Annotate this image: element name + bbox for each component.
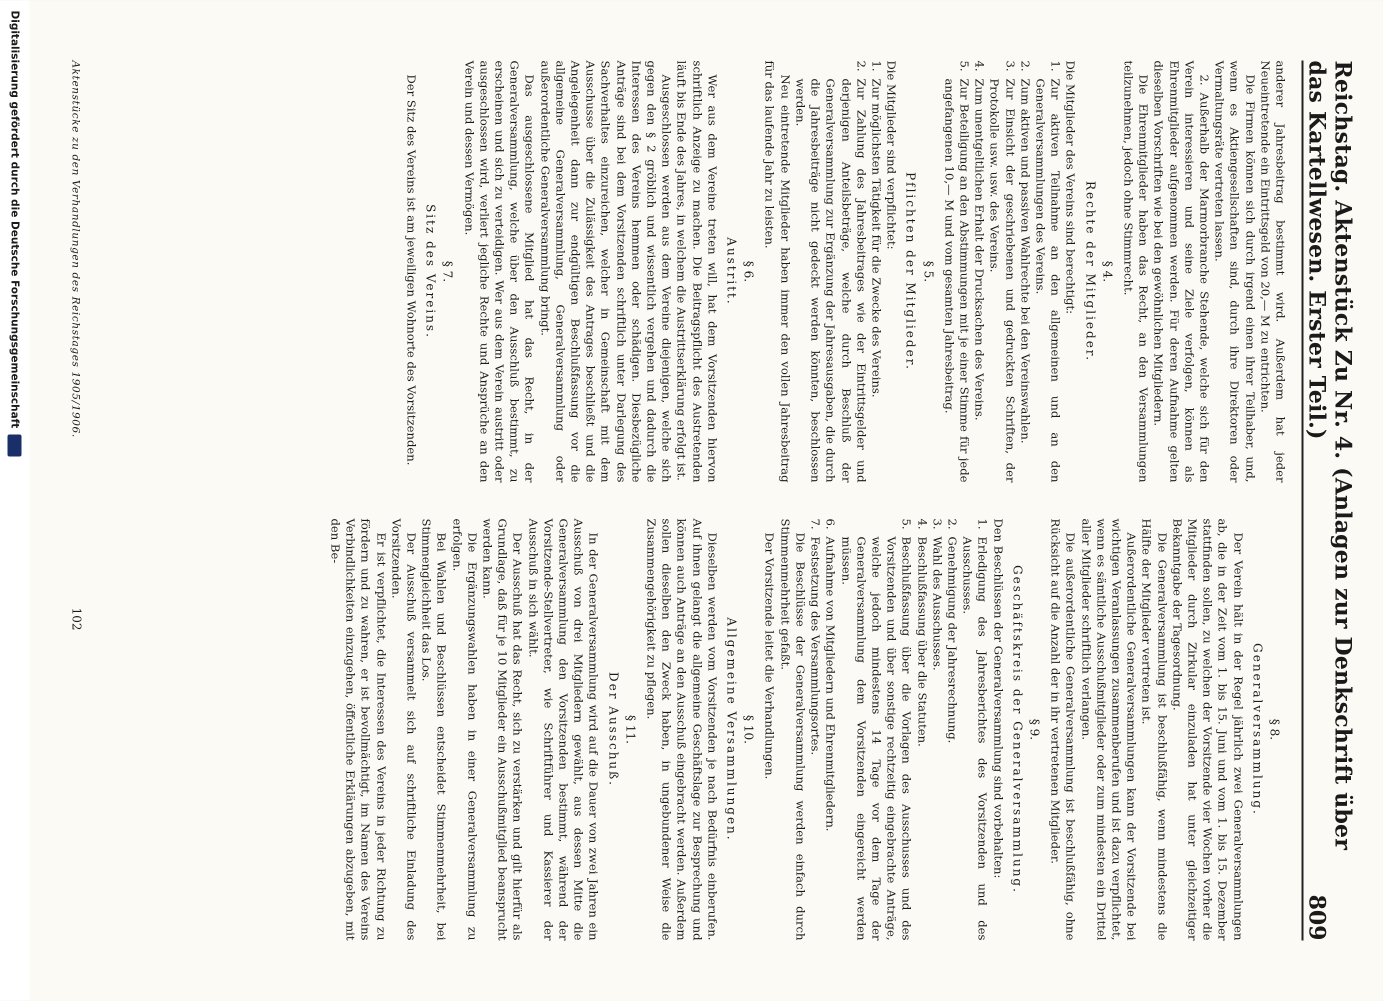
section-heading: Rechte der Mitglieder.	[1083, 180, 1098, 363]
section-number: § 11.	[623, 715, 638, 744]
item-text: Zum aktiven und passiven Wahlrechte bei den Vereinswahlen.	[1018, 78, 1033, 444]
item-text: Zur Zahlung des Jahresbeitrages wie der Eintrittsgelder und derjenigen Anteilsbeträge, welche durch Beschluß der Generalversammlung zur Ergänzung der Jahresausgaben, die durch die Jahresbeiträge nicht gedeckt werden könnten, beschlossen werden.	[793, 78, 869, 483]
paragraph: Die Mitglieder sind verpflichtet:	[884, 60, 899, 250]
paragraph: In der Generalversammlung wird auf die Dauer von zwei Jahren ein Ausschuß von drei Mitgliedern gewählt, aus dessen Mitte die Generalversammlung den Vorsitzenden bestimmt, während der Vorsitzende-Stellvertreter, wie Schriftführer und Kassierer der Ausschuß in sich wählt.	[526, 518, 601, 941]
section-number: § 8.	[1267, 718, 1282, 741]
list-item	[987, 61, 1017, 483]
section-number: § 4.	[1100, 260, 1115, 283]
list-item	[944, 519, 959, 941]
list-item	[959, 519, 989, 941]
left-column	[100, 61, 1288, 483]
paragraph: Der Sitz des Vereins ist am jeweiligen Wohnorte des Vorsitzenden.	[404, 74, 419, 466]
item-text: Beschlußfassung über die Statuten.	[915, 536, 930, 747]
paragraph: Bei Wahlen und Beschlüssen entscheidet Stimmenmehrheit, bei Stimmengleichheit das Los.	[419, 518, 449, 941]
footer-folio: 102	[69, 607, 84, 631]
item-text: Zur möglichsten Tätigkeit für die Zwecke des Vereins.	[869, 78, 884, 398]
section-heading: Der Ausschuß.	[606, 672, 621, 787]
paragraph: Der Ausschuß hat das Recht, sich zu verstärken und gilt hierfür als Grundlage, daß für je 10 Mitglieder ein Ausschußmitglied beansprucht werden kann.	[480, 518, 525, 941]
running-title: Reichstag. Aktenstück Zu Nr. 4. (Anlagen zur Denkschrift über das Kartellwesen. Erster Teil.)	[1303, 60, 1356, 851]
item-number: 2.	[1018, 60, 1033, 72]
paragraph: Die Beschlüsse der Generalversammlung werden einfach durch Stimmenmehrheit gefaßt.	[778, 518, 808, 941]
paragraph: Die Firmen können sich durch irgend einen ihrer Teilhaber, und, wenn es Aktiengesellschaften sind, durch ihre Direktoren oder Vermaltungsräte vertreten lassen.	[1212, 60, 1258, 483]
page-header	[1302, 60, 1356, 941]
item-number: 7.	[808, 518, 823, 530]
section-number: § 6.	[741, 260, 756, 283]
section-number: § 5.	[921, 260, 936, 283]
paragraph: Dieselben werden vom Vorsitzenden je nach Bedürfnis einberufen. Auf ihnen gelangt die allgemeine Geschäftslage zur Besprechung und können auch Anträge an den Ausschuß eingebracht werden. Außerdem sollen dieselben den Zweck haben, in ungebundener Weise die Zusammengehörigkeit zu pflegen.	[644, 518, 720, 941]
section-heading: Allgemeine Versammlungen.	[724, 617, 739, 842]
footer-source: Aktenstücke zu den Verhandlungen des Reichstages 1905/1906.	[69, 60, 82, 438]
paragraph: Die Mitglieder des Vereins sind berechtigt:	[1063, 60, 1078, 315]
item-text: Beschlußfassung über die Vorlagen des Ausschusses und des Vorsitzenden und über sonstige rechtzeitig eingebrachte Anträge, welche jedoch mindestens 14 Tage vor dem Tage der Generalversammlung dem Vorsitzenden eingereicht werden müssen.	[839, 536, 914, 941]
paragraph: Die außerordentliche Generalversammlung ist beschlußfähig, ohne Rücksicht auf die Anzahl der in ihr vertretenen Mitglieder.	[1048, 518, 1078, 941]
list-item	[838, 519, 914, 941]
item-text: Zur Einsicht der geschriebenen und gedruckten Schriften, der Protokolle usw. usw. des Vereins.	[987, 78, 1018, 483]
section-number: § 9.	[1027, 718, 1042, 741]
paragraph: Der Vorsitzende leitet die Verhandlungen.	[763, 532, 777, 780]
paragraph: Die Generalversammlung ist beschlußfähig, wenn mindestens die Hälfte der Mitglieder vertreten ist.	[1139, 518, 1170, 941]
paragraph: Ausgeschlossen werden aus dem Vereine diejenigen, welche sich gegen den § 2 gröblich und wissentlich vergehen und dadurch die Interessen des Vereins hemmen oder schädigen. Diesbezügliche Anträge sind bei dem Vorsitzenden schriftlich unter Darlegung des Sachverhaltes einzureichen, welcher in Gemeinschaft mit dem Ausschusse über die Zulässigkeit des Antrages beschließt und die Angelegenheit dann zur endgültigen Beschlußfassung vor die allgemeine Generalversammlung, Generalversammlung oder außerordentliche Generalversammlung bringt.	[538, 60, 674, 483]
paragraph: Er ist verpflichtet, die Interessen des Vereins in jeder Richtung zu fördern und zu wahren, er ist bevollmächtigt, im Namen des Vereins Verbindlichkeiten einzugehen, öffentliche Erklärungen abzugeben, mit den Be-	[328, 518, 389, 941]
dfg-logo-icon	[8, 434, 22, 456]
list-item	[1032, 61, 1062, 483]
text-columns	[100, 61, 1288, 941]
section-number: § 10.	[741, 715, 756, 744]
list-item	[1017, 61, 1032, 483]
digitization-note: Digitalisierung gefördert durch die Deutsche Forschungsgemeinschaft	[8, 10, 21, 429]
section-heading: Austritt.	[724, 237, 739, 306]
item-text: Wahl des Ausschusses.	[930, 536, 945, 671]
paragraph: Außerordentliche Generalversammlungen kann der Vorsitzende bei wichtigen Veranlassungen zusammenberufen und ist dazu verpflichtet, wenn es sämtliche Ausschußmitglieder oder zum mindesten ein Drittel aller Mitglieder schriftlich verlangen.	[1079, 518, 1139, 941]
list-item	[914, 519, 929, 941]
list-item	[929, 519, 944, 941]
item-number: 3.	[1003, 60, 1018, 72]
paragraph: Die Ergänzungswahlen haben in einer Generalversammlung zu erfolgen.	[450, 518, 480, 941]
section-heading: Pflichten der Mitglieder.	[903, 172, 918, 371]
paragraph: Die Ehrenmitglieder haben das Recht, an den Versammlungen teilzunehmen, jedoch ohne Stimmrecht.	[1121, 60, 1151, 483]
section-heading: Geschäftskreis der Generalversammlung.	[1010, 565, 1025, 894]
list-item	[941, 61, 971, 483]
item-number: 5.	[899, 518, 914, 530]
item-number: 4.	[972, 60, 987, 72]
list-item	[792, 61, 868, 483]
item-text: Zur aktiven Teilnahme an den allgemeinen und an den Generalversammlungen des Vereins.	[1033, 78, 1063, 483]
section-heading: Sitz des Vereins.	[423, 204, 438, 339]
item-text: Zum unentgeltlichen Erhalt der Drucksachen des Vereins.	[972, 78, 987, 421]
paragraph: Der Ausschuß versammelt sich auf schriftliche Einladung des Vorsitzenden.	[389, 518, 419, 941]
list-item	[868, 61, 883, 483]
right-column	[100, 519, 1288, 941]
paragraph: Wer aus dem Vereine treten will, hat dem Vorsitzenden hiervon schriftlich Anzeige zu machen. Die Beitragspflicht des Austretenden läuft bis Ende des Jahres, in welchem die Austrittserklärung erfolgt ist.	[674, 60, 720, 483]
item-text: Festsetzung des Versammlungsortes.	[808, 536, 823, 756]
paragraph: Den Beschlüssen der Generalversammlung sind vorbehalten:	[991, 518, 1006, 879]
item-number: 2.	[945, 518, 960, 530]
paragraph: anderer Jahresbeitrag bestimmt wird. Außerdem hat jeder Neueintretende ein Eintrittsgeld von 20,— M zu entrichten.	[1258, 60, 1288, 483]
list-item	[971, 61, 986, 483]
item-number: 4.	[915, 518, 930, 530]
list-item	[807, 519, 822, 941]
digitization-banner	[0, 1, 30, 1001]
paragraph: Neu eintretende Mitglieder haben immer den vollen Jahresbeitrag für das laufende Jahr zu leisten.	[763, 60, 793, 483]
paragraph: Der Verein hält in der Regel jährlich zwei Generalversammlungen ab, die in der Zeit vom 1. bis 15. Juni und vom 1. bis 15. Dezember stattfinden sollen, zu welchen der Vorsitzende vier Wochen vorher die Mitglieder durch Zirkular einzuladen hat unter gleichzeitiger Bekanntgabe der Tagesordnung.	[1170, 518, 1246, 941]
list-item	[823, 519, 838, 941]
item-number: 1.	[1048, 60, 1063, 72]
item-text: Aufnahme von Mitgliedern und Ehrenmitgliedern.	[823, 536, 838, 832]
item-number: 1.	[869, 60, 884, 72]
section-heading: Generalversammlung.	[1250, 643, 1265, 816]
item-number: 5.	[957, 60, 972, 72]
section-number: § 7.	[440, 260, 455, 283]
paragraph: Das ausgeschlossene Mitglied hat das Recht, in der Generalversammlung, welche über den Ausschluß bestimmt, zu erscheinen und sich zu verteidigen. Wer aus dem Verein austritt oder ausgeschlossen wird, verliert jegliche Rechte und Ansprüche an den Verein und dessen Vermögen.	[462, 60, 537, 483]
page-number: 809	[1303, 894, 1330, 941]
paragraph: 2. Außerhalb der Marmorbranche Stehende, welche sich für den Verein interessieren und seine Ziele verfolgen, können als Ehrenmitglieder aufgenommen werden. Für deren Aufnahme gelten dieselben Vorschriften wie bei den gewöhnlichen Mitgliedern.	[1151, 60, 1212, 483]
item-number: 3.	[930, 518, 945, 530]
item-number: 2.	[854, 60, 869, 72]
document-page	[0, 1, 1383, 1001]
item-number: 6.	[823, 518, 838, 530]
item-text: Zur Beteiligung an den Abstimmungen mit je einer Stimme für jede angefangenen 10,— M und vom gesamten Jahresbeitrag.	[942, 78, 972, 483]
item-number: 1.	[975, 518, 990, 530]
item-text: Erledigung des Jahresberichtes des Vorsitzenden und des Ausschusses.	[960, 536, 990, 941]
item-text: Genehmigung der Jahresrechnung.	[945, 536, 960, 744]
